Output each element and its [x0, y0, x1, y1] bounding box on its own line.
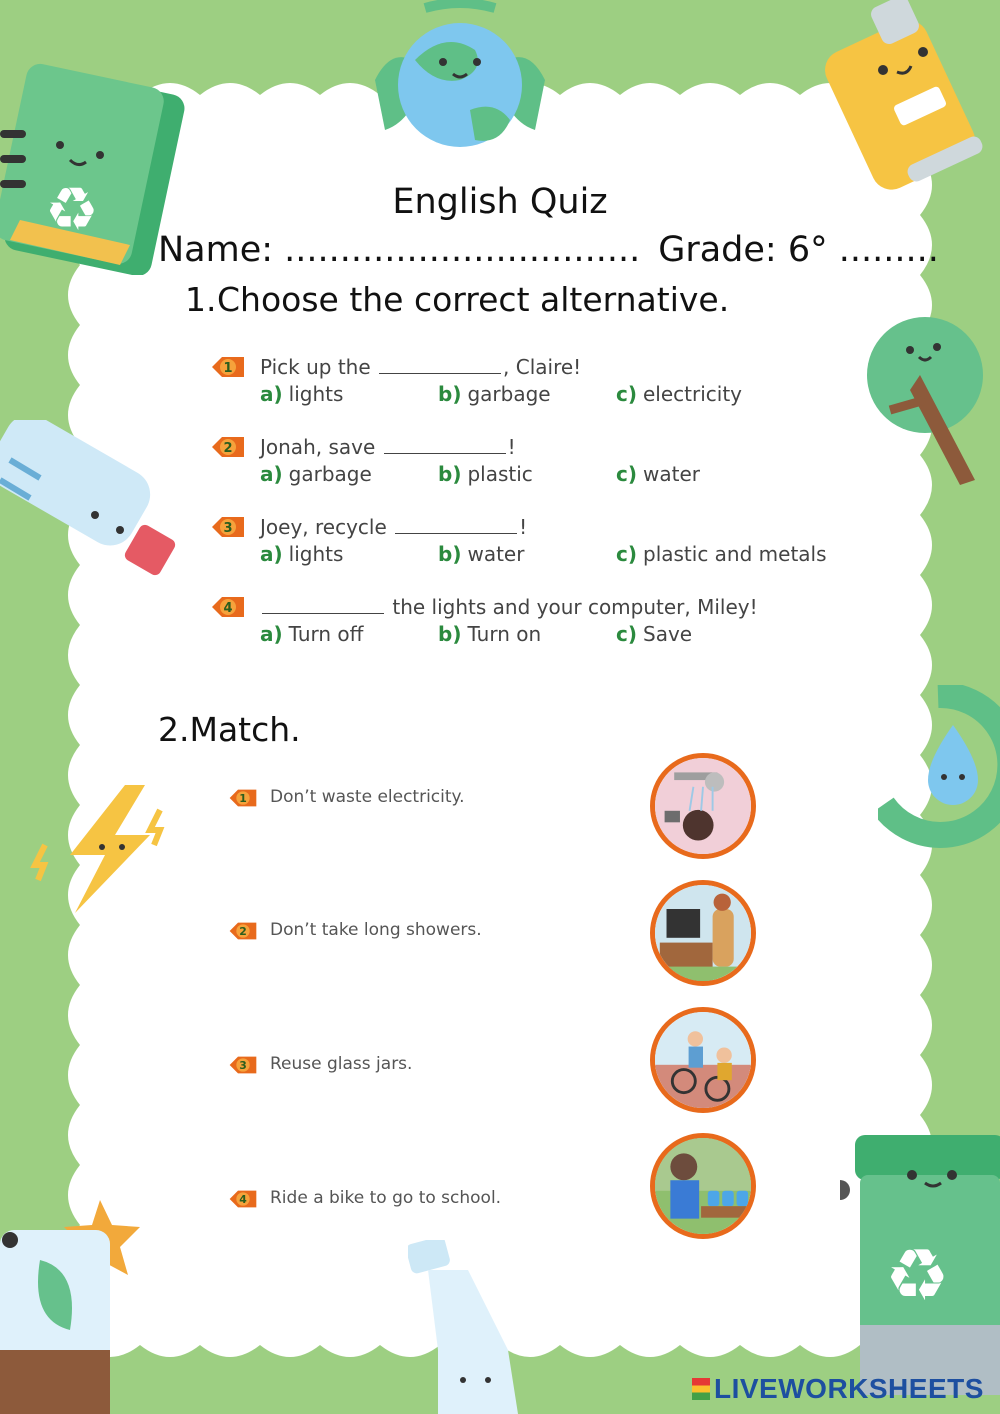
svg-text:♻: ♻: [885, 1233, 950, 1317]
tree-icon: [865, 305, 1000, 490]
match-picture-jars[interactable]: [650, 1133, 756, 1239]
match-number-badge: [228, 787, 258, 809]
answer-option[interactable]: [260, 542, 343, 566]
question-item: [210, 515, 850, 575]
option-text: garbage: [467, 382, 551, 406]
answer-blank[interactable]: [379, 357, 501, 374]
option-letter: b): [438, 542, 462, 566]
brand-text: LIVEWORKSHEETS: [714, 1373, 984, 1404]
section1-heading: [185, 280, 729, 319]
question-text-before: Jonah, save: [260, 435, 382, 459]
question-item: [210, 595, 850, 655]
option-letter: a): [260, 382, 283, 406]
question-number-badge: [210, 595, 246, 619]
match-number-badge: [228, 1054, 258, 1076]
question-text: [260, 595, 758, 619]
plant-box-icon: [0, 1200, 145, 1414]
answer-option[interactable]: [438, 542, 524, 566]
option-text: Turn off: [288, 622, 364, 646]
option-text: garbage: [288, 462, 372, 486]
option-text: water: [643, 462, 700, 486]
option-text: lights: [288, 542, 344, 566]
badge-number: 2: [239, 925, 247, 939]
water-drop-icon: [878, 685, 1000, 850]
svg-text:♻: ♻: [45, 175, 99, 245]
badge-number: 4: [223, 601, 233, 616]
earth-icon: [365, 0, 555, 170]
option-letter: c): [616, 542, 637, 566]
question-text: [260, 435, 516, 459]
match-number-badge: [228, 1188, 258, 1210]
option-letter: a): [260, 542, 283, 566]
option-text: electricity: [643, 382, 743, 406]
question-number-badge: [210, 515, 246, 539]
spray-can-icon: [805, 0, 1000, 195]
question-text-after: , Claire!: [503, 355, 582, 379]
badge-number: 3: [223, 521, 233, 536]
match-text: Don’t take long showers.: [270, 920, 482, 940]
badge-number: 1: [223, 361, 233, 376]
name-field[interactable]: Name: ................................: [158, 230, 641, 270]
question-text-after: !: [507, 435, 516, 459]
question-number-badge: [210, 435, 246, 459]
option-letter: c): [616, 622, 637, 646]
option-letter: b): [438, 462, 462, 486]
option-text: Turn on: [467, 622, 542, 646]
option-letter: c): [616, 462, 637, 486]
water-bottle-icon: [0, 420, 180, 590]
option-letter: a): [260, 622, 283, 646]
badge-number: 3: [239, 1059, 247, 1073]
answer-blank[interactable]: [384, 437, 506, 454]
match-picture-tv[interactable]: [650, 880, 756, 986]
match-number-badge: [228, 920, 258, 942]
section2-heading: 2.Match.: [158, 710, 301, 749]
option-text: water: [467, 542, 525, 566]
question-text-before: Pick up the: [260, 355, 378, 379]
option-text: plastic and metals: [643, 542, 827, 566]
question-item: [210, 435, 850, 495]
brand-logo: [692, 1373, 984, 1405]
answer-option[interactable]: [260, 382, 343, 406]
grade-field[interactable]: Grade: 6° .........: [658, 230, 939, 270]
option-letter: c): [616, 382, 637, 406]
option-letter: a): [260, 462, 283, 486]
match-picture-shower[interactable]: [650, 753, 756, 859]
option-text: plastic: [467, 462, 533, 486]
question-text-after: the lights and your computer, Miley!: [386, 595, 758, 619]
answer-option[interactable]: [260, 462, 372, 486]
match-picture-bike[interactable]: [650, 1007, 756, 1113]
question-text-after: !: [519, 515, 528, 539]
option-text: Save: [643, 622, 693, 646]
answer-option[interactable]: [438, 462, 533, 486]
answer-blank[interactable]: [262, 597, 384, 614]
option-letter: b): [438, 382, 462, 406]
student-info-line: [158, 230, 957, 270]
answer-option[interactable]: [616, 462, 700, 486]
answer-option[interactable]: [438, 622, 541, 646]
badge-number: 1: [239, 792, 247, 806]
option-text: lights: [288, 382, 344, 406]
match-text: Reuse glass jars.: [270, 1054, 413, 1074]
match-text: Ride a bike to go to school.: [270, 1188, 502, 1208]
badge-number: 4: [239, 1193, 247, 1207]
question-text-before: Joey, recycle: [260, 515, 394, 539]
match-text: Don’t waste electricity.: [270, 787, 465, 807]
glass-bottle-icon: [408, 1240, 538, 1414]
question-text: [260, 515, 527, 539]
answer-option[interactable]: [616, 382, 742, 406]
section1-number: 1.: [185, 280, 217, 319]
brand-mark-icon: [692, 1378, 710, 1400]
question-number-badge: [210, 355, 246, 379]
section1-title: Choose the correct alternative.: [217, 280, 730, 319]
badge-number: 2: [223, 441, 233, 456]
lightning-icon: [30, 785, 180, 915]
answer-option[interactable]: [438, 382, 551, 406]
answer-option[interactable]: [616, 622, 692, 646]
question-text: [260, 355, 581, 379]
recycle-bin-icon: [840, 1135, 1000, 1395]
answer-option[interactable]: [616, 542, 827, 566]
answer-blank[interactable]: [395, 517, 517, 534]
answer-option[interactable]: [260, 622, 363, 646]
option-letter: b): [438, 622, 462, 646]
question-item: [210, 355, 850, 415]
page-title: English Quiz: [392, 182, 608, 222]
